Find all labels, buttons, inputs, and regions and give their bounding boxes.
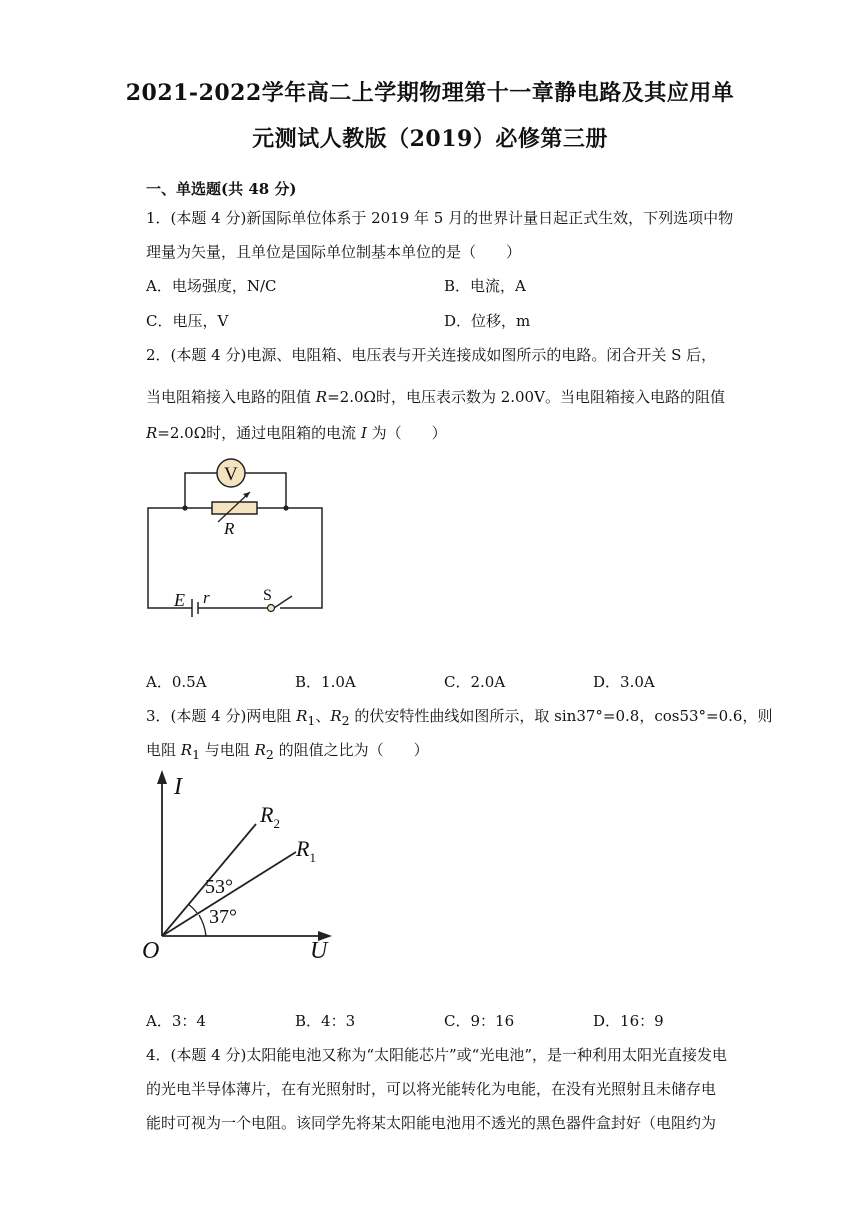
q3-text-line-2: 电阻 $R_1$ 与电阻 $R_2$ 的阻值之比为（ ） (146, 741, 429, 762)
q1-option-d[interactable]: D．位移，m (444, 312, 531, 330)
rheostat-icon (212, 502, 257, 514)
x-axis-label: U (310, 938, 328, 964)
junction-left-dot (182, 505, 187, 510)
switch-contact-icon (268, 605, 275, 612)
junction-right-dot (283, 505, 288, 510)
q2-text-line-2: 当电阻箱接入电路的阻值 R=2.0Ω时，电压表示数为 2.00V。当电阻箱接入电路的阻值 (146, 388, 725, 406)
y-axis-label: I (174, 774, 182, 800)
switch-label: S (263, 587, 272, 604)
document-title-line-2: 元测试人教版（2019）必修第三册 (252, 126, 608, 152)
q3-option-c[interactable]: C．9：16 (444, 1012, 515, 1030)
q1-text-line-1: 1．(本题 4 分)新国际单位体系于 2019 年 5 月的世界计量日起正式生效，下列选项中物 (146, 209, 734, 227)
r1-line-label: $R_1$ (296, 836, 316, 865)
q2-text-line-1: 2．(本题 4 分)电源、电阻箱、电压表与开关连接成如图所示的电路。闭合开关 S 后， (146, 346, 717, 364)
q4-text-line-1: 4．(本题 4 分)太阳能电池又称为“太阳能芯片”或“光电池”，是一种利用太阳光直接发电 (146, 1046, 728, 1064)
q3-option-b[interactable]: B．4：3 (295, 1012, 356, 1030)
q1-option-b[interactable]: B．电流，A (444, 277, 526, 295)
emf-label: E (174, 590, 185, 610)
circuit-wire-right (280, 508, 322, 608)
document-title-line-1: 2021-2022学年高二上学期物理第十一章静电路及其应用单 (125, 80, 735, 106)
q1-text-line-2: 理量为矢量，且单位是国际单位制基本单位的是（ ） (146, 243, 522, 261)
q4-text-line-2: 的光电半导体薄片，在有光照射时，可以将光能转化为电能，在没有光照射且未储存电 (146, 1080, 717, 1098)
q4-text-line-3: 能时可视为一个电阻。该同学先将某太阳能电池用不透光的黑色器件盒封好（电阻约为 (146, 1114, 717, 1132)
internal-resistance-label: r (203, 588, 210, 607)
q2-option-d[interactable]: D．3.0A (593, 673, 655, 691)
q3-option-a[interactable]: A．3：4 (146, 1012, 206, 1030)
angle-37-arc (199, 915, 206, 936)
angle-37-label: 37° (209, 906, 237, 928)
resistor-label: R (224, 519, 235, 538)
y-axis-arrow-icon (157, 770, 167, 784)
q3-iv-graph (138, 768, 348, 964)
q1-option-a[interactable]: A．电场强度，N/C (146, 277, 277, 295)
angle-53-label: 53° (205, 876, 233, 898)
q2-circuit-diagram (140, 450, 340, 622)
q2-option-b[interactable]: B．1.0A (295, 673, 356, 691)
q2-option-c[interactable]: C．2.0A (444, 673, 506, 691)
r2-line-label: $R_2$ (260, 802, 280, 831)
q2-option-a[interactable]: A．0.5A (146, 673, 207, 691)
q3-option-d[interactable]: D．16：9 (593, 1012, 664, 1030)
voltmeter-label: V (224, 464, 238, 485)
q1-option-c[interactable]: C．电压，V (146, 312, 229, 330)
q3-text-line-1: 3．(本题 4 分)两电阻 $R_1$、$R_2$ 的伏安特性曲线如图所示，取 sin37°=0.8，cos53°=0.6，则 (146, 707, 773, 728)
q2-text-line-3: R=2.0Ω时，通过电阻箱的电流 I 为（ ） (146, 424, 447, 442)
angle-53-arc (188, 904, 197, 913)
section-heading: 一、单选题(共 48 分) (146, 180, 297, 198)
origin-label: O (142, 938, 160, 964)
switch-blade-icon (274, 596, 292, 608)
